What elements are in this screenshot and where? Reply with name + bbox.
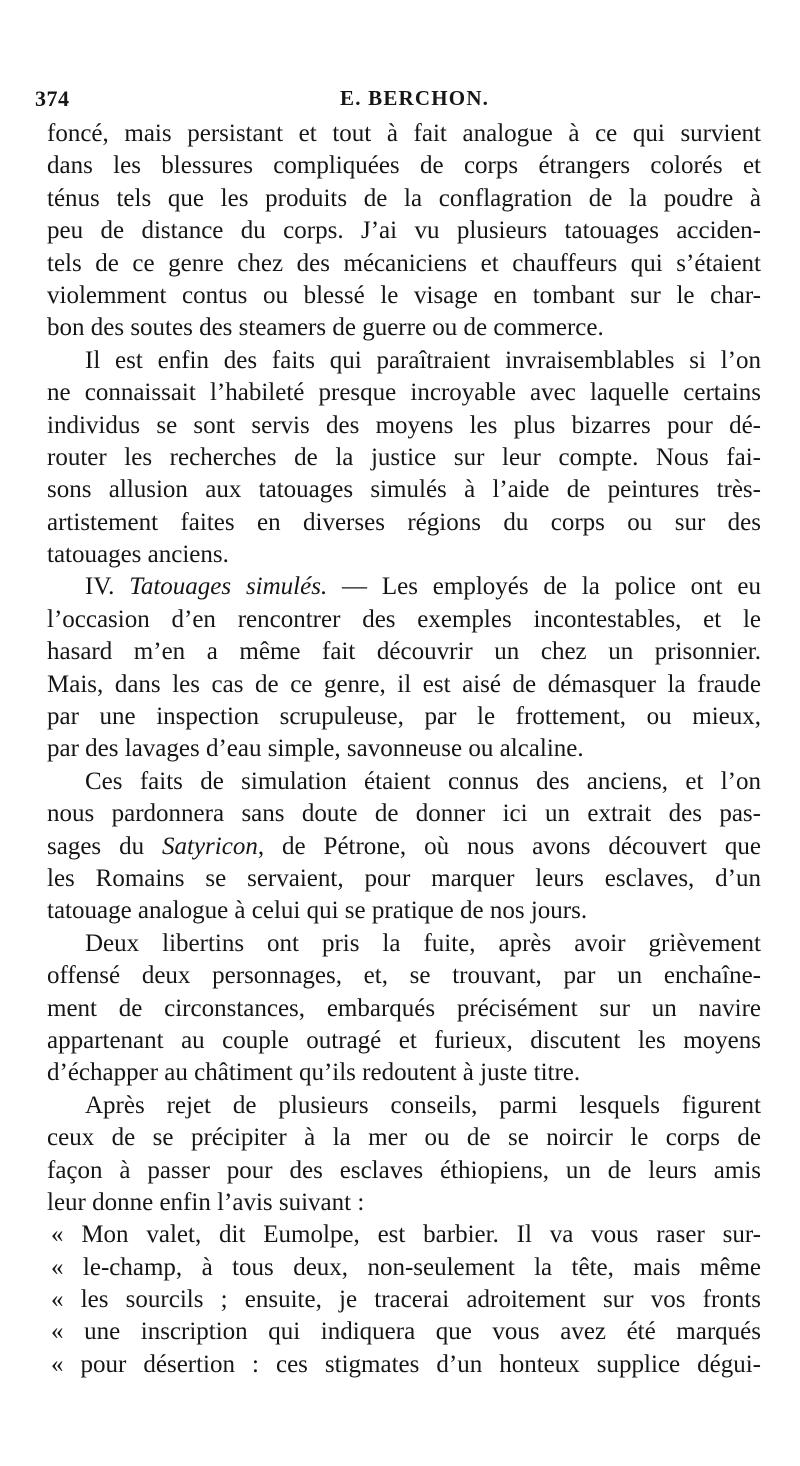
- work-title: Satyricon: [162, 832, 258, 860]
- text-line: l’occasion d’en rencontrer des exemples incontestables, et le: [47, 605, 761, 633]
- text-line: leur donne enfin l’avis suivant :: [47, 1188, 365, 1216]
- citation-line: [47, 831, 761, 863]
- quote-line: « Mon valet, dit Eumolpe, est barbier. Il va vous raser sur-: [51, 1221, 761, 1249]
- text-fragment: sages du: [47, 832, 145, 860]
- text-line: violemment contus ou blessé le visage en tombant sur le char-: [47, 281, 761, 309]
- text-fragment: , de Pétrone, où nous avons découvert que: [257, 832, 761, 860]
- text-line: Ces faits de simulation étaient connus des anciens, et l’on: [85, 767, 761, 795]
- text-fragment: — Les employés de la police ont eu: [342, 573, 761, 601]
- text-line: sons allusion aux tatouages simulés à l’aide de peintures très-: [47, 476, 761, 504]
- quote-line: « une inscription qui indiquera que vous avez été marqués: [51, 1318, 761, 1346]
- text-line: Après rejet de plusieurs conseils, parmi lesquels figurent: [85, 1091, 761, 1119]
- text-line: les Romains se servaient, pour marquer leurs esclaves, d’un: [47, 864, 761, 892]
- text-line: appartenant au couple outragé et furieux, discutent les moyens: [47, 1026, 761, 1054]
- text-line: peu de distance du corps. J’ai vu plusieurs tatouages acciden-: [47, 217, 761, 245]
- text-line: bon des soutes des steamers de guerre ou de commerce.: [47, 314, 604, 342]
- running-head: [35, 86, 765, 116]
- text-line: ténus tels que les produits de la conflagration de la poudre à: [47, 184, 761, 212]
- text-line: tatouages anciens.: [47, 541, 229, 569]
- text-line: tatouage analogue à celui qui se pratique de nos jours.: [47, 897, 588, 925]
- text-line: par des lavages d’eau simple, savonneuse ou alcaline.: [47, 735, 584, 763]
- text-line: hasard m’en a même fait découvrir un chez un prisonnier.: [47, 638, 761, 666]
- page-number: 374: [35, 86, 70, 111]
- text-line: par une inspection scrupuleuse, par le frottement, ou mieux,: [47, 703, 761, 731]
- text-line: artistement faites en diverses régions du corps ou sur des: [47, 508, 761, 536]
- body-text: [47, 118, 761, 1381]
- running-author: E. BERCHON.: [340, 86, 490, 110]
- text-line: Il est enfin des faits qui paraîtraient invraisemblables si l’on: [85, 346, 761, 374]
- quote-line: « les sourcils ; ensuite, je tracerai adroitement sur vos fronts: [51, 1286, 761, 1314]
- text-line: router les recherches de la justice sur leur compte. Nous fai-: [47, 443, 761, 471]
- text-line: offensé deux personnages, et, se trouvant, par un enchaîne-: [47, 962, 761, 990]
- text-line: dans les blessures compliquées de corps étrangers colorés et: [47, 152, 761, 180]
- text-line: foncé, mais persistant et tout à fait analogue à ce qui survient: [47, 120, 761, 147]
- text-line: Mais, dans les cas de ce genre, il est aisé de démasquer la fraude: [47, 670, 761, 698]
- text-line: ment de circonstances, embarqués précisément sur un navire: [47, 994, 761, 1022]
- text-line: ne connaissait l’habileté presque incroyable avec laquelle certains: [47, 379, 761, 407]
- section-heading-line: [47, 571, 761, 603]
- section-number: IV.: [85, 573, 115, 601]
- quote-line: « pour désertion : ces stigmates d’un honteux supplice dégui-: [51, 1350, 761, 1378]
- text-line: façon à passer pour des esclaves éthiopiens, un de leurs amis: [47, 1156, 761, 1184]
- text-line: Deux libertins ont pris la fuite, après avoir grièvement: [85, 929, 761, 957]
- section-title: Tatouages simulés.: [129, 573, 328, 601]
- text-line: nous pardonnera sans doute de donner ici un extrait des pas-: [47, 800, 761, 828]
- quote-line: « le-champ, à tous deux, non-seulement la tête, mais même: [51, 1253, 761, 1281]
- text-line: individus se sont servis des moyens les plus bizarres pour dé-: [47, 411, 761, 439]
- text-line: d’échapper au châtiment qu’ils redoutent à juste titre.: [47, 1059, 581, 1087]
- text-line: ceux de se précipiter à la mer ou de se noircir le corps de: [47, 1124, 761, 1152]
- text-line: tels de ce genre chez des mécaniciens et chauffeurs qui s’étaient: [47, 249, 761, 277]
